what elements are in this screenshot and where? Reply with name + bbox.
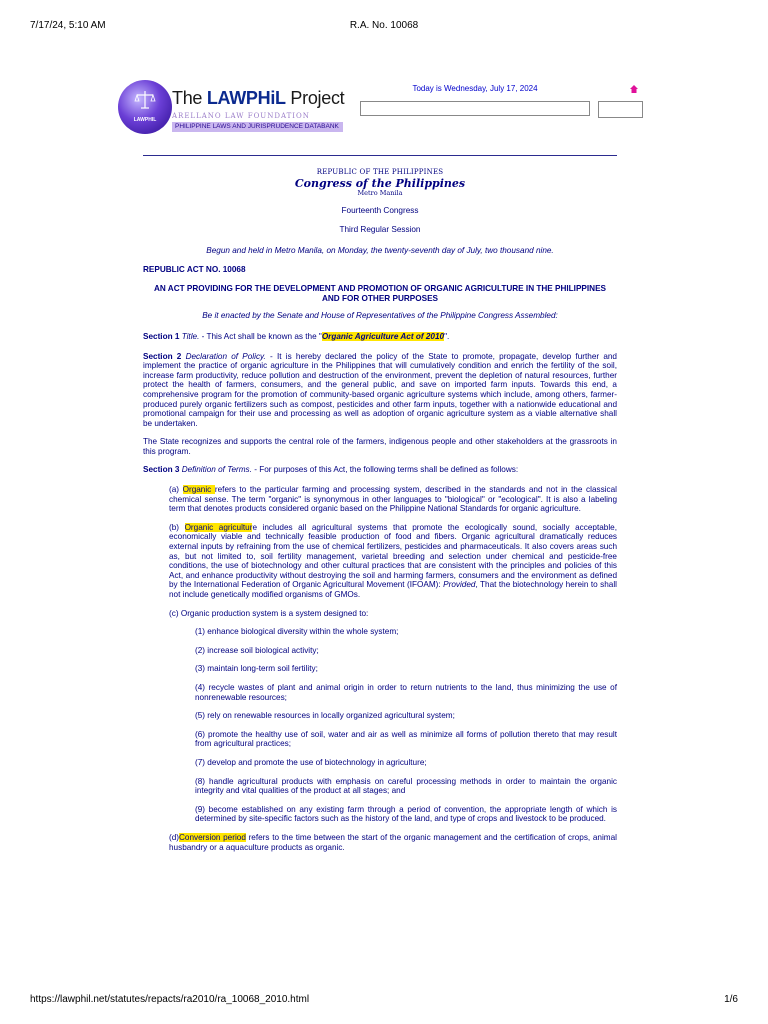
list-item: (1) enhance biological diversity within the whole system; — [195, 627, 399, 637]
enacting-clause: Be it enacted by the Senate and House of Representatives of the Philippine Congress Assembled: — [202, 311, 558, 321]
list-item: (6) promote the healthy use of soil, water and air as well as minimize all forms of pollution thereto that may result from agricultural practices; — [195, 729, 617, 749]
logo-title: The LAWPHiL Project — [172, 88, 345, 108]
republic-heading: REPUBLIC OF THE PHILIPPINES — [316, 168, 444, 176]
section-2-para-2: The State recognizes and supports the central role of the farmers, indigenous people and other stakeholders at the grassroots in this program. — [143, 437, 617, 456]
logo-databank-bar: PHILIPPINE LAWS AND JURISPRUDENCE DATABANK — [172, 122, 343, 132]
lawphil-logo[interactable] — [118, 80, 358, 136]
section-3: Section 3 Definition of Terms. - For purposes of this Act, the following terms shall be defined as follows: — [143, 465, 519, 475]
list-item: (3) maintain long-term soil fertility; — [195, 664, 318, 674]
search-input[interactable] — [360, 101, 590, 116]
definition-c: (c) Organic production system is a system designed to: — [169, 608, 369, 618]
definition-a: (a) Organic refers to the particular farming and processing system, described in the standards and not in the classical chemical sense. The term "organic" is synonymous in other languages to "biological" or "ecological". It is also a labeling term that denotes products considered organic based on the Philippine National Standards for organic agriculture. — [169, 485, 617, 514]
definition-b: (b) Organic agriculture includes all agricultural systems that promote the ecologically sound, socially acceptable, economically viable and technically feasible production of food and fibers. Organic agricultural dramatically reduces external inputs by refraining from the use of chemical fertilizers, pesticides and pharmaceuticals. It also covers areas such as, but not limited to, soil fertility management, varietal breeding and selection under chemical and pesticide-free conditions, the use of biotechnology and other cultural practices that are consistent with the principles and policies of this Act, and enhance productivity without destroying the soil and harming farmers, consumers and the environment as defined by the International Federation of Organic Agricultural Movement (IFOAM): Provided, That the biotechnology herein to shall not include genetically modified organisms of GMOs. — [169, 522, 617, 599]
section-2: Section 2 Declaration of Policy. - It is hereby declared the policy of the State to promote, propagate, develop further and implement the practice of organic agriculture in the Philippines that will cumulatively condition and enrich the fertility of the soil, increase farm productivity, reduce pollution and destruction of the environment, prevent the depletion of natural resources, further protect the health of farmers, consumers, and the general public, and save on imported farm inputs. Towards this end, a comprehensive program for the promotion of community-based organic agriculture systems which include, among others, farmer-produced purely organic fertilizers such as compost, pesticides and other farm inputs, together with a nationwide educational and promotional campaign for their use and processing as well as adoption of organic agriculture system as a viable alternative shall be undertaken. — [143, 351, 617, 428]
act-number: REPUBLIC ACT NO. 10068 — [143, 264, 246, 274]
search-button[interactable] — [598, 101, 643, 118]
begun-statement: Begun and held in Metro Manila, on Monday, the twenty-seventh day of July, two thousand nine. — [206, 245, 554, 255]
globe-label: LAWPHIL — [133, 117, 157, 123]
home-icon[interactable] — [629, 84, 639, 94]
congress-heading: Congress of the Philippines — [294, 176, 466, 190]
logo-subtitle: ARELLANO LAW FOUNDATION — [172, 112, 310, 120]
list-item: (4) recycle wastes of plant and animal origin in order to return nutrients to the land, thus minimizing the use of nonrenewable resources; — [195, 682, 617, 702]
document-body — [143, 168, 617, 852]
section-1: Section 1 Title. - This Act shall be known as the "Organic Agriculture Act of 2010". — [143, 331, 450, 341]
congress-number: Fourteenth Congress — [341, 205, 419, 215]
list-item: (5) rely on renewable resources in locally organized agricultural system; — [195, 711, 455, 721]
list-item: (8) handle agricultural products with emphasis on careful processing methods in order to maintain the organic integrity and vital qualities of the product at all stages; and — [195, 776, 617, 796]
print-title: R.A. No. 10068 — [349, 20, 419, 31]
definition-d: (d)Conversion period refers to the time between the start of the organic management and the certification of crops, animal husbandry or a aquaculture products as organic. — [169, 832, 617, 852]
list-item: (2) increase soil biological activity; — [195, 645, 319, 655]
list-item: (7) develop and promote the use of biotechnology in agriculture; — [195, 757, 427, 767]
list-item: (9) become established on any existing farm through a period of convention, the appropriate length of which is determined by site-specific factors such as the history of the land, and type of crops and livestock to be produced. — [195, 804, 617, 824]
globe-icon — [118, 80, 172, 134]
header-divider — [143, 155, 617, 156]
print-page-number: 1/6 — [724, 994, 738, 1005]
justice-scale-icon — [134, 89, 156, 111]
session: Third Regular Session — [339, 225, 421, 235]
print-date: 7/17/24, 5:10 AM — [30, 20, 106, 31]
act-title: AN ACT PROVIDING FOR THE DEVELOPMENT AND PROMOTION OF ORGANIC AGRICULTURE IN THE PHILIPPINES AND FOR OTHER PURPOSES — [154, 284, 606, 303]
print-url: https://lawphil.net/statutes/repacts/ra2010/ra_10068_2010.html — [30, 994, 310, 1005]
metro-heading: Metro Manila — [357, 189, 403, 198]
today-date: Today is Wednesday, July 17, 2024 — [412, 84, 538, 93]
